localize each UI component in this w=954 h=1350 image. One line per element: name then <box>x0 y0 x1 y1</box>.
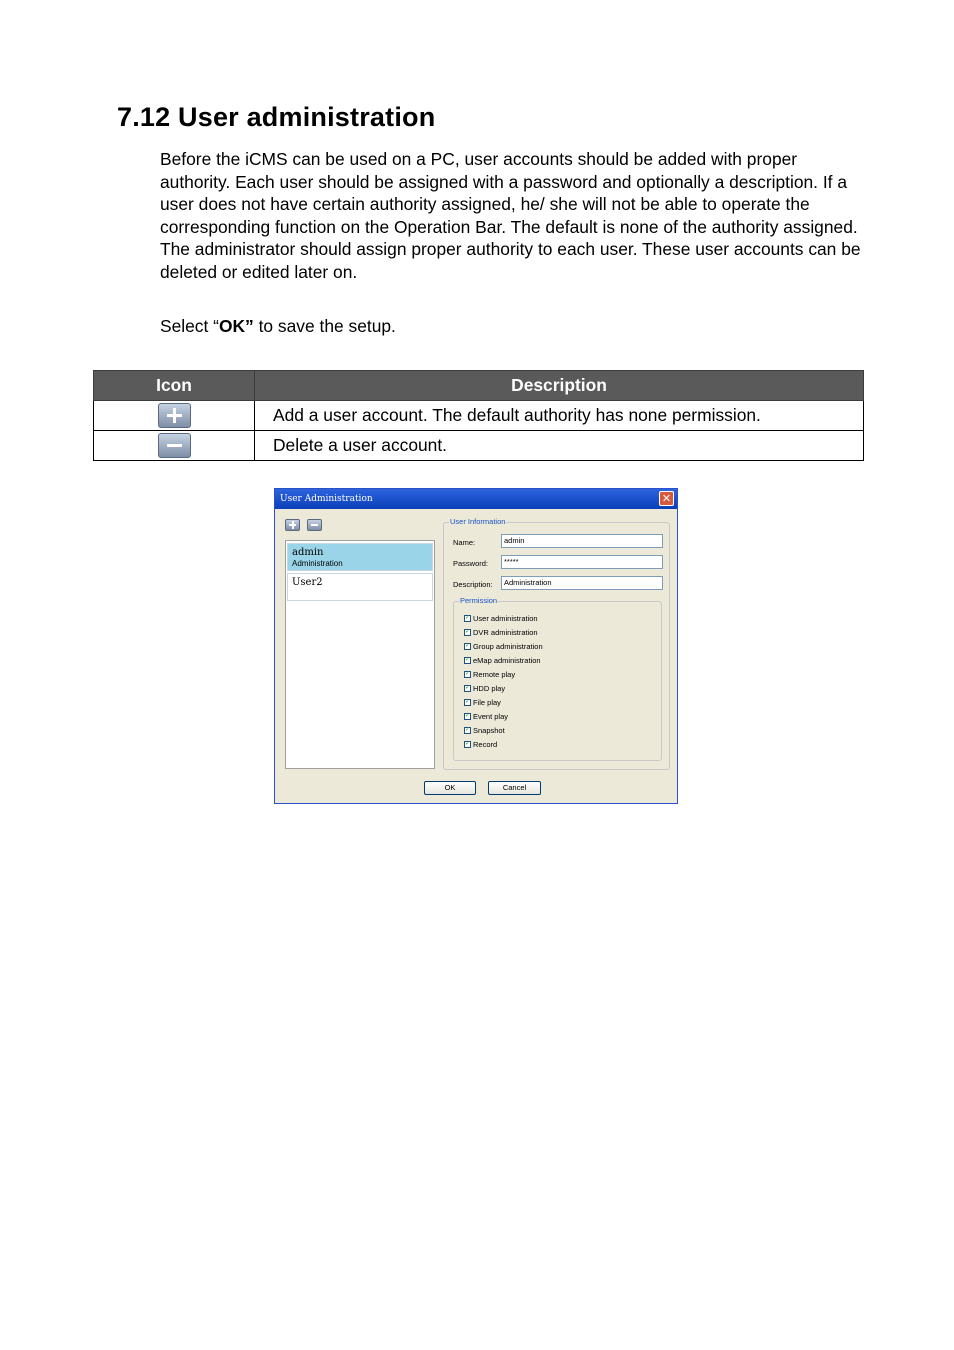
dialog-titlebar <box>275 489 677 509</box>
user-name: admin <box>292 547 324 558</box>
checkbox-checked-icon[interactable]: ✓ <box>465 656 471 663</box>
checkbox-checked-icon[interactable]: ✓ <box>465 740 471 747</box>
checkbox-checked-icon[interactable]: ✓ <box>465 698 471 705</box>
checkbox-checked-icon[interactable]: ✓ <box>465 670 471 677</box>
remove-icon <box>158 433 191 458</box>
permission-item[interactable] <box>464 712 508 722</box>
section-heading: 7.12 User administration <box>117 102 436 132</box>
permission-label-text: Group administration <box>473 642 543 651</box>
permission-item[interactable] <box>464 740 497 750</box>
ok-emphasis: OK” <box>218 316 254 336</box>
checkbox-checked-icon[interactable]: ✓ <box>465 628 471 635</box>
checkbox-checked-icon[interactable]: ✓ <box>465 726 471 733</box>
permission-item[interactable] <box>464 628 538 638</box>
user-administration-dialog <box>274 488 678 804</box>
description-cell: Delete a user account. <box>255 431 864 461</box>
select-suffix: to save the setup. <box>253 316 396 336</box>
icon-table-header <box>94 371 864 401</box>
permission-group <box>453 596 662 761</box>
user-name: User2 <box>292 577 323 588</box>
icon-cell <box>94 401 255 431</box>
permission-item[interactable] <box>464 656 541 666</box>
permission-label-text: Event play <box>473 712 509 721</box>
table-row <box>94 401 864 431</box>
checkbox-checked-icon[interactable]: ✓ <box>465 642 471 649</box>
permission-label-text: Remote play <box>473 670 516 679</box>
permission-label-text: DVR administration <box>473 628 538 637</box>
password-field[interactable]: ***** <box>501 555 663 569</box>
permission-item[interactable] <box>464 642 543 652</box>
list-item[interactable] <box>287 543 433 571</box>
checkbox-checked-icon[interactable]: ✓ <box>465 614 471 621</box>
close-icon[interactable]: ✕ <box>659 491 674 506</box>
name-field[interactable]: admin <box>501 534 663 548</box>
icon-cell <box>94 431 255 461</box>
header-icon: Icon <box>94 371 255 401</box>
password-label: Password: <box>453 559 489 568</box>
select-prefix: Select “ <box>160 316 219 336</box>
description-cell: Add a user account. The default authority has none permission. <box>255 401 864 431</box>
permission-item[interactable] <box>464 698 501 708</box>
delete-user-button[interactable] <box>307 519 322 531</box>
user-description: Administration <box>292 559 343 568</box>
permission-label-text: File play <box>473 698 501 707</box>
permission-label-text: Snapshot <box>473 726 505 735</box>
permission-label: Permission <box>460 596 498 605</box>
table-row <box>94 431 864 461</box>
permission-item[interactable] <box>464 726 505 736</box>
select-ok-instruction <box>160 315 396 337</box>
permission-item[interactable] <box>464 684 505 694</box>
icon-table <box>93 370 864 461</box>
permission-item[interactable] <box>464 614 538 624</box>
add-icon <box>158 403 191 428</box>
permission-item[interactable] <box>464 670 515 680</box>
description-label: Description: <box>453 580 493 589</box>
intro-paragraph: Before the iCMS can be used on a PC, user accounts should be added with proper authority. Each user should be assigned with a password and optionally a description. If a user does not have certain authority assigned, he/ she will not be able to operate the corresponding function on the Operation Bar. The default is none of the authority assigned. The administrator should assign proper authority to each user. These user accounts can be deleted or edited later on. <box>160 149 861 282</box>
add-user-button[interactable] <box>285 519 300 531</box>
checkbox-checked-icon[interactable]: ✓ <box>465 684 471 691</box>
dialog-title: User Administration <box>280 494 373 504</box>
user-information-label: User Information <box>450 517 506 526</box>
description-field[interactable]: Administration <box>501 576 663 590</box>
cancel-button[interactable]: Cancel <box>488 781 541 795</box>
user-information-group <box>443 517 670 770</box>
list-item[interactable] <box>287 573 433 601</box>
name-label: Name: <box>453 538 476 547</box>
permission-label-text: HDD play <box>473 684 506 693</box>
user-list <box>285 540 435 769</box>
header-description: Description <box>255 371 864 401</box>
permission-label-text: User administration <box>473 614 538 623</box>
permission-label-text: eMap administration <box>473 656 541 665</box>
ok-button[interactable]: OK <box>424 781 476 795</box>
checkbox-checked-icon[interactable]: ✓ <box>465 712 471 719</box>
permission-label-text: Record <box>473 740 498 749</box>
